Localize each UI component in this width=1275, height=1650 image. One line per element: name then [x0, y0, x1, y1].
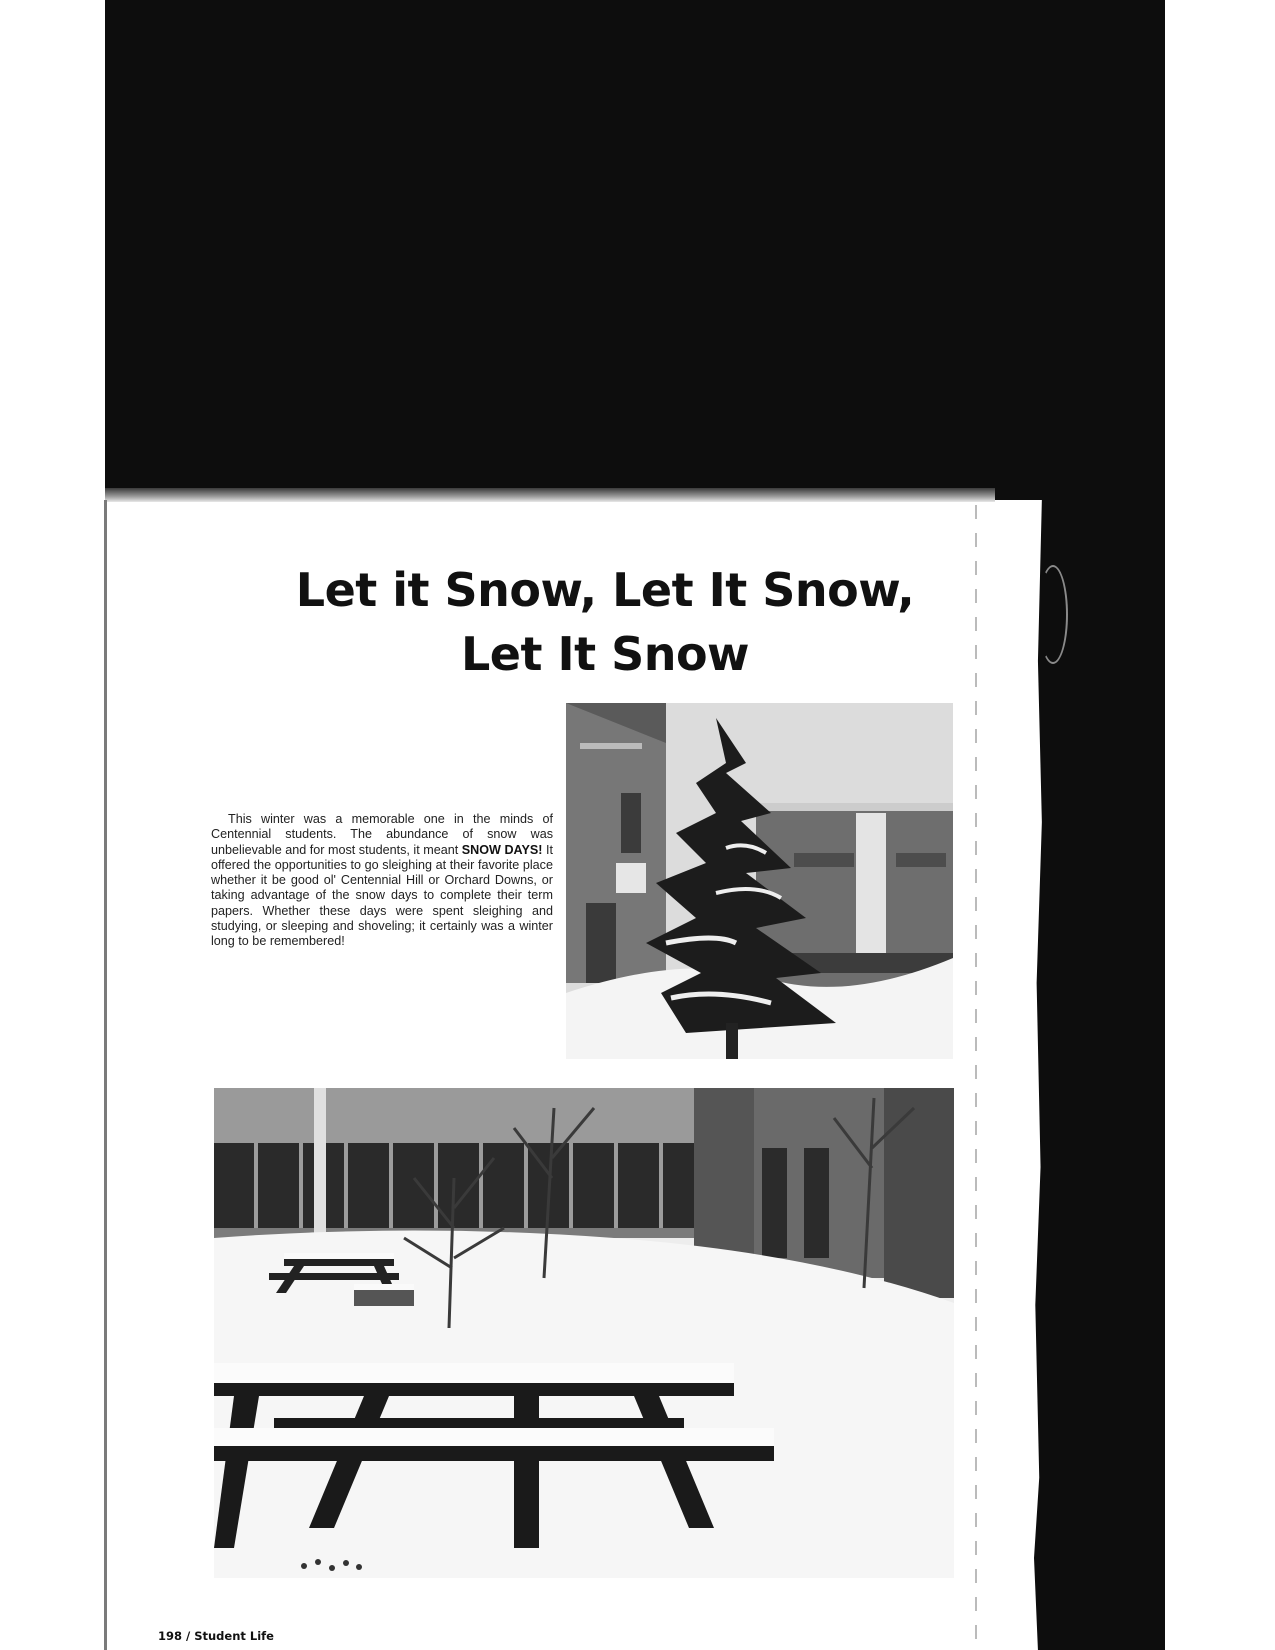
photo-snowy-evergreen	[566, 703, 953, 1059]
page-footer: 198 / Student Life	[158, 1629, 274, 1643]
body-emphasis: SNOW DAYS!	[461, 842, 543, 857]
page-top-edge	[105, 488, 995, 502]
scan-border-top	[105, 0, 1165, 500]
page-left-edge	[104, 500, 107, 1650]
photo-snowy-picnic-tables	[214, 1088, 954, 1578]
page-title	[180, 558, 1030, 686]
photo-courtyard-image	[214, 1088, 954, 1578]
photo-evergreen-image	[566, 703, 953, 1059]
body-paragraph	[211, 812, 553, 950]
body-text-start: This winter was a memorable one in the minds of Centennial students. The abundance of snow was unbelievable and for most students, it meant	[211, 812, 553, 857]
title-line-2: Let It Snow	[460, 627, 750, 681]
binding-ring-mark	[1038, 565, 1068, 664]
body-text-end: It offered the opportunities to go sleighing at their favorite place whether it be good ol' Centennial Hill or Orchard Downs, or taking advantage of the snow days to complete their term papers. Whether these days were spent sleighing and studying, or sleeping and shoveling; it certainly was a winter long to be remembered!	[211, 842, 554, 949]
scan-border-right	[1034, 500, 1165, 1650]
title-line-1: Let it Snow, Let It Snow,	[295, 563, 915, 617]
